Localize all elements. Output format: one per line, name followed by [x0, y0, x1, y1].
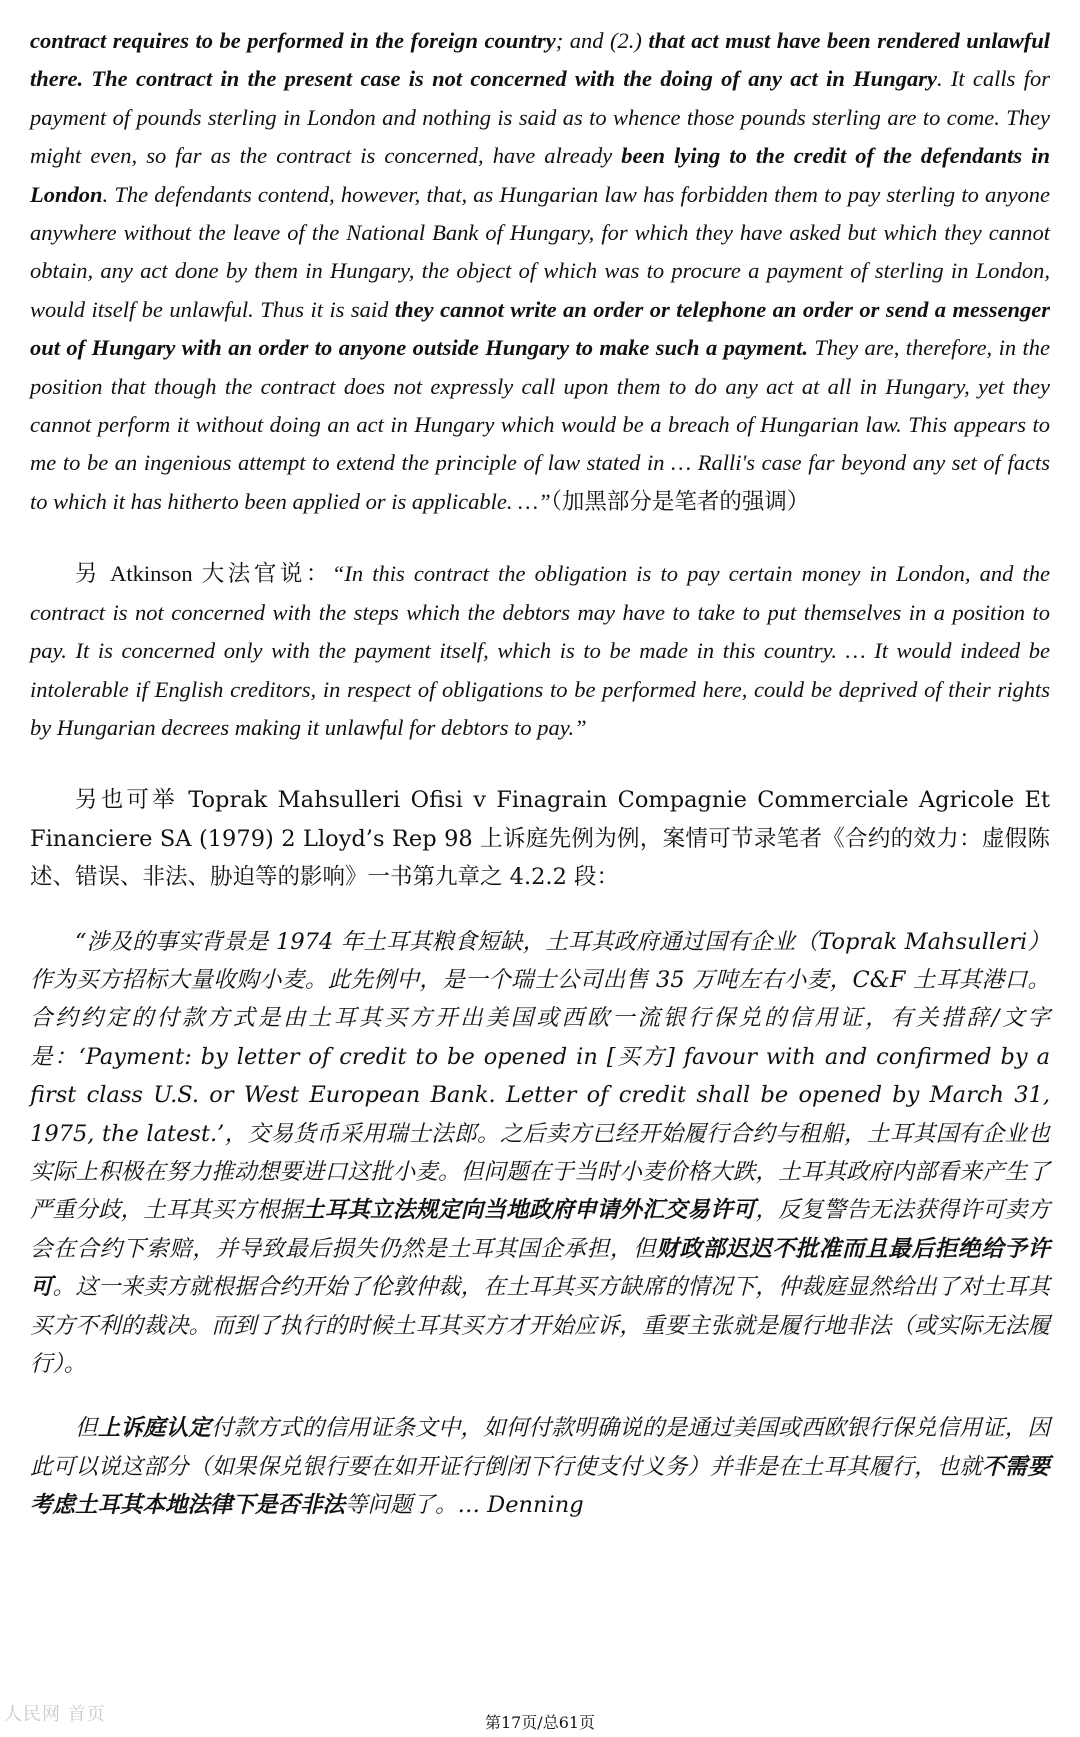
watermark: 人民网 首页: [4, 1704, 106, 1725]
paragraph-case-facts: [30, 923, 1050, 1384]
text-run: 付款方式的信用证条文中，如何付款明确说的是通过美国或西欧银行保兑信用证，因此可以说这部分（如果保兑银行要在如开证行倒闭下行使支付义务）并非是在土耳其履行，也就: [30, 1415, 1050, 1480]
text-run: “涉及的事实背景是 1974 年土耳其粮食短缺，土耳其政府通过国有企业（Toprak Mahsulleri）作为买方招标大量收购小麦。此先例中，是一个瑞士公司出售 35 万吨左右小麦，C&F 土耳其港口。合约约定的付款方式是由土耳其买方开出美国或西欧一流银行保兑的信用证，有关措辞/文字是：‘Payment: by letter of credit to be opened in [买方] favour with and confirmed by a first class U.S. or West European Bank. Letter of credit shall be opened by March 31, 1975, the latest.’，交易货币采用瑞士法郎。之后卖方已经开始履行合约与租船，土耳其国有企业也实际上积极在努力推动想要进口这批小麦。但问题在于当时小麦价格大跌，土耳其政府内部看来产生了严重分歧，土耳其买方根据: [30, 928, 1050, 1224]
text-run: ，反复警告无法获得许可卖方会在合约下索赔，并导致最后损失仍然是土耳其国企承担，但: [30, 1197, 1050, 1262]
text-run: 另也可举 Toprak Mahsulleri Ofisi v Finagrain Compagnie Commerciale Agricole Et Financiere SA (1979) 2 Lloyd’s Rep 98 上诉庭先例为例，案情可节录笔者《合约的效力：虚假陈述、错误、非法、胁迫等的影响》一书第九章之 4.2.2 段：: [30, 787, 1050, 891]
text-run: . It calls for payment of pounds sterling in London and nothing is said as to whence those pounds sterling are to come. They might even, so far as the contract is concerned, have already: [30, 66, 1050, 169]
text-run: they cannot write an order or telephone an order or send a messenger out of Hungary with an order to anyone outside Hungary to make such a payment.: [30, 296, 1050, 361]
text-run: been lying to the credit of the defendants in London: [30, 143, 1051, 207]
text-run: （加黑部分是笔者的强调）: [550, 488, 810, 514]
text-run: . The defendants contend, however, that, as Hungarian law has forbidden them to pay sterling to anyone anywhere without the leave of the National Bank of Hungary, for which they have asked but which they cannot obtain, any act done by them in Hungary, the object of which was to procure a payment of sterling in London, would itself be unlawful. Thus it is said: [30, 181, 1050, 322]
text-run: 土耳其立法规定向当地政府申请外汇交易许可: [302, 1197, 756, 1224]
text-run: “In this contract the obligation is to pay certain money in London, and the contract is not concerned with the steps which the debtors may have to take to put themselves in a position to pay. It is concerned only with the payment itself, which is to be made in this country. … It would indeed be intolerable if English creditors, in respect of obligations to be performed here, could be deprived of their rights by Hungarian decrees making it unlawful for debtors to pay.”: [30, 561, 1050, 740]
text-run: 不需要考虑土耳其本地法律下是否非法: [30, 1453, 1050, 1519]
text-run: ; and (2.): [555, 28, 649, 53]
paragraph-atkinson: [30, 555, 1050, 747]
text-run: 等问题了。… Denning: [345, 1492, 584, 1519]
text-run: 另 Atkinson 大法官说：: [75, 561, 332, 587]
text-run: 财政部迟迟不批准而且最后拒绝给予许可: [30, 1235, 1050, 1301]
text-run: that act must have been rendered unlawful there. The contract in the present case is not concerned with the doing of any act in Hungary: [30, 28, 1050, 92]
paragraph-toprak-intro: [30, 781, 1050, 896]
text-run: contract requires to be performed in the foreign country: [30, 28, 556, 53]
paragraph-court-of-appeal: [30, 1409, 1050, 1524]
page-number-footer: 第17页/总61页: [484, 1713, 596, 1732]
paragraph-quote-continued: [30, 22, 1050, 521]
text-run: 。这一来卖方就根据合约开始了伦敦仲裁，在土耳其买方缺席的情况下，仲裁庭显然给出了对土耳其买方不利的裁决。而到了执行的时候土耳其买方才开始应诉，重要主张就是履行地非法（或实际无法履行）。: [30, 1274, 1050, 1377]
document-body: [30, 22, 1050, 1525]
text-run: 但: [75, 1415, 98, 1442]
text-run: They are, therefore, in the position that though the contract does not expressly call upon them to do any act at all in Hungary, yet they cannot perform it without doing an act in Hungary which would be a breach of Hungarian law. This appears to me to be an ingenious attempt to extend the principle of law stated in … Ralli's case far beyond any set of facts to which it has hitherto been applied or is applicable. …”: [30, 335, 1050, 514]
text-run: 上诉庭认定: [97, 1415, 212, 1442]
